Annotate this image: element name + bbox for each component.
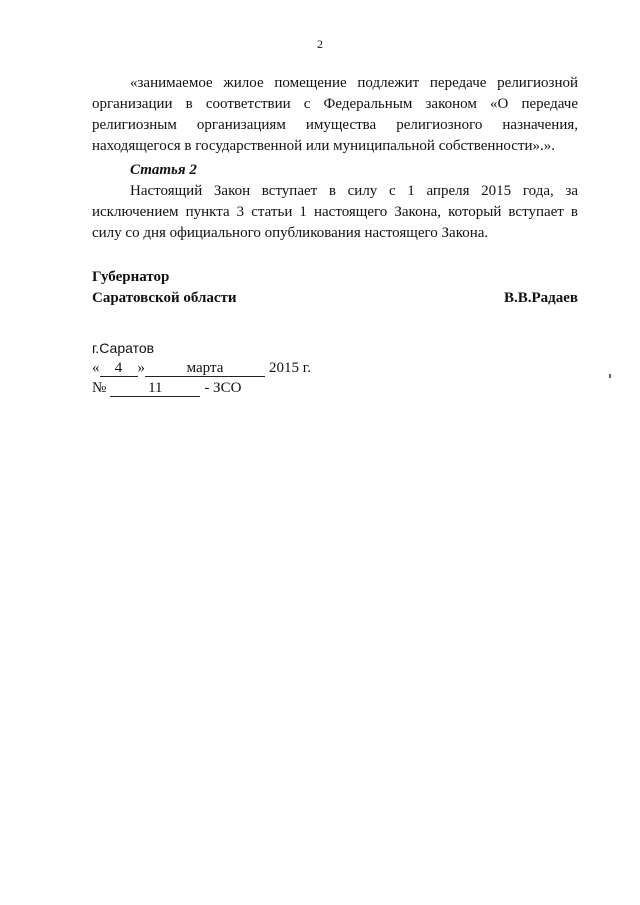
document-meta [92,338,311,398]
number-sign: № [92,380,107,396]
date-line [92,358,311,378]
paragraph-1-container [92,73,578,157]
date-quote-open: « [92,360,100,376]
article-text-container [92,181,578,244]
scan-mark [609,374,611,378]
date-year: 2015 г. [269,360,311,376]
article-text: Настоящий Закон вступает в силу с 1 апреля 2015 года, за исключением пункта 3 статьи 1 настоящего Закона, который вступает в силу со дня официального опубликования настоящего Закона. [92,183,578,241]
article-heading: Статья 2 [130,162,197,178]
signature-title-line1: Губернатор [92,269,170,285]
city: г.Саратов [92,340,155,356]
date-month: марта [145,361,265,377]
date-day: 4 [100,361,138,377]
document-number: 11 [110,381,200,397]
signature-name: В.В.Радаев [503,290,578,306]
signature-block [92,267,578,309]
page-number: 2 [317,37,323,51]
date-quote-close: » [137,360,145,376]
number-suffix: - ЗСО [204,380,242,396]
signature-row [92,288,578,309]
signature-title-line2: Саратовской области [92,290,237,306]
number-line [92,378,311,398]
paragraph-1: «занимаемое жилое помещение подлежит передаче религиозной организации в соответствии с Федеральным законом «О передаче религиозным организациям имущества религиозного назначения, находящегося в государственной или муниципальной собственности».». [92,75,578,154]
